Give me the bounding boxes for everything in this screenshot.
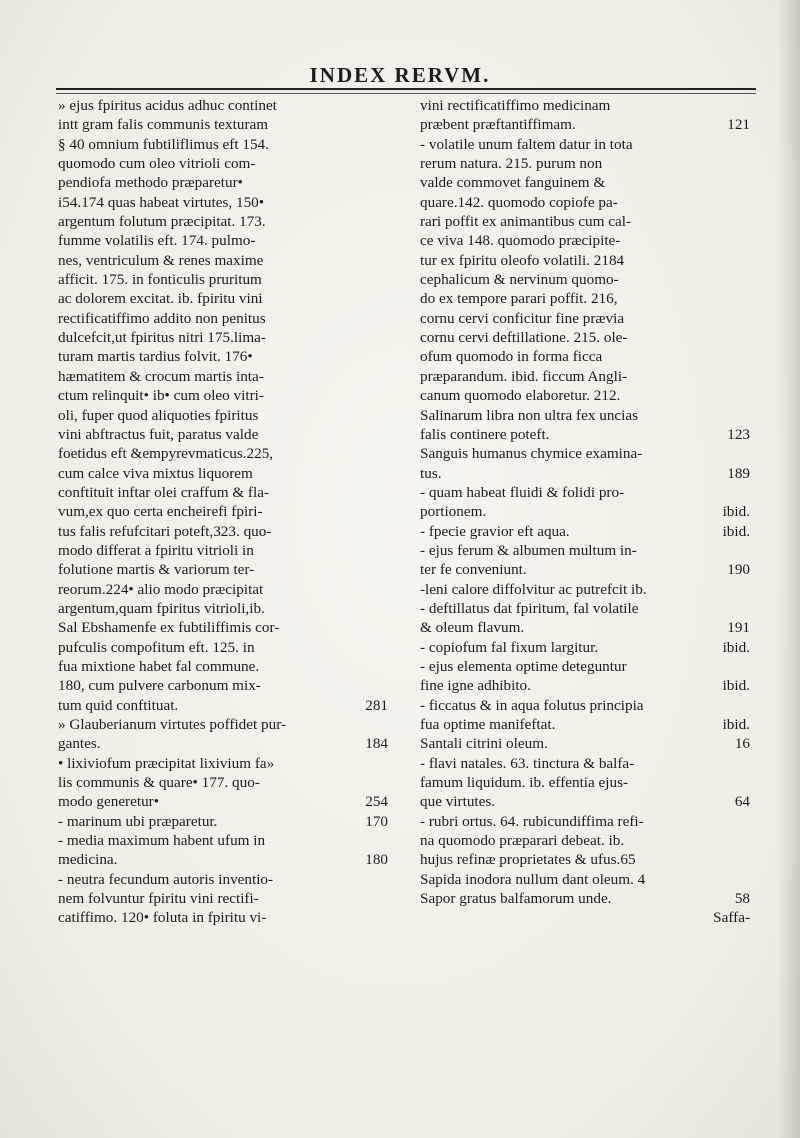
index-line <box>58 347 388 366</box>
index-entry-text: hæmatitem & crocum martis inta- <box>58 367 264 385</box>
index-line <box>420 212 750 231</box>
page-reference <box>382 231 388 250</box>
index-line <box>420 135 750 154</box>
page-reference: 121 <box>727 116 750 134</box>
page-reference <box>744 580 750 599</box>
page-reference <box>382 599 388 618</box>
page-reference: 123 <box>727 425 750 443</box>
index-entry-text: § 40 omnium fubtiliflimus eft 154. <box>58 135 269 153</box>
index-line <box>420 483 750 502</box>
index-line <box>58 502 388 521</box>
index-entry-text: tur ex fpiritu oleofo volatili. 2184 <box>420 251 625 269</box>
index-entry-text: - neutra fecundum autoris inventio- <box>58 870 274 888</box>
page-reference: ibid. <box>722 503 750 521</box>
page-reference <box>744 347 750 366</box>
index-line <box>58 289 388 308</box>
page-reference: 64 <box>734 793 750 811</box>
left-column <box>58 96 388 928</box>
index-entry-text: - deftillatus dat fpiritum, fal volatile <box>420 599 639 617</box>
page-reference <box>744 754 750 773</box>
index-entry-text: falis continere poteft. <box>420 425 550 443</box>
page-edge-shadow <box>778 0 800 1138</box>
index-entry-text: intt gram falis communis texturam <box>58 116 269 134</box>
index-entry-text: cephalicum & nervinum quomo- <box>420 271 619 289</box>
page-reference <box>744 367 750 386</box>
page-reference: ibid. <box>722 638 750 656</box>
page-reference: ibid. <box>722 677 750 695</box>
index-entry-text: - rubri ortus. 64. rubicundiffima refi- <box>420 812 644 830</box>
index-line <box>420 734 750 753</box>
index-entry-text: Sal Ebshamenfe ex fubtiliffimis cor- <box>58 619 280 637</box>
index-line <box>58 812 388 831</box>
index-line <box>420 425 750 444</box>
index-entry-text: na quomodo præparari debeat. ib. <box>420 832 625 850</box>
index-entry-text: rari poffit ex animantibus cum cal- <box>420 213 632 231</box>
index-line <box>58 522 388 541</box>
index-line <box>420 580 750 599</box>
page-reference <box>382 425 388 444</box>
index-entry-text: pufculis compofitum eft. 125. in <box>58 638 255 656</box>
page-reference <box>744 270 750 289</box>
page-reference <box>382 154 388 173</box>
index-line <box>58 773 388 792</box>
index-line <box>420 154 750 173</box>
page-reference <box>382 580 388 599</box>
index-entry-text: portionem. <box>420 503 487 521</box>
page-reference <box>744 657 750 676</box>
index-entry-text: afficit. 175. in fonticulis pruritum <box>58 271 262 289</box>
page-reference: 281 <box>365 696 388 714</box>
page-reference: ibid. <box>722 716 750 733</box>
index-line <box>58 560 388 579</box>
page-reference: 189 <box>727 464 750 482</box>
page-reference <box>382 347 388 366</box>
index-line <box>58 831 388 850</box>
index-line <box>58 734 388 753</box>
page-reference <box>382 464 388 483</box>
page-reference <box>382 270 388 289</box>
index-entry-text: vini abftractus fuit, paratus valde <box>58 425 259 443</box>
page-reference: 184 <box>365 735 388 753</box>
page-reference <box>382 483 388 502</box>
page-reference <box>744 870 750 889</box>
index-line <box>58 212 388 231</box>
page-reference: 58 <box>734 890 750 908</box>
index-entry-text: 180, cum pulvere carbonum mix- <box>58 677 261 695</box>
index-entry-text: ofum quomodo in forma ficca <box>420 348 603 366</box>
index-line <box>420 754 750 773</box>
index-line <box>58 425 388 444</box>
index-entry-text: » ejus fpiritus acidus adhuc continet <box>58 97 277 114</box>
header-rule-thin <box>56 93 756 94</box>
index-entry-text: - flavi natales. 63. tinctura & balfa- <box>420 754 635 772</box>
index-line <box>420 831 750 850</box>
index-entry-text: i54.174 quas habeat virtutes, 150• <box>58 193 265 211</box>
index-line <box>58 599 388 618</box>
page-reference: 16 <box>734 735 750 753</box>
page-reference <box>382 831 388 850</box>
page-reference: 170 <box>365 812 388 830</box>
page-reference <box>382 638 388 657</box>
index-line <box>420 618 750 637</box>
index-entry-text: » Glauberianum virtutes poffidet pur- <box>58 716 287 733</box>
index-entry-text: tus falis refufcitari poteft,323. quo- <box>58 522 272 540</box>
index-line <box>58 657 388 676</box>
page-reference <box>382 502 388 521</box>
index-entry-text: vini rectificatiffimo medicinam <box>420 97 611 114</box>
page-reference <box>382 715 388 734</box>
page-reference <box>382 676 388 695</box>
index-entry-text: fine igne adhibito. <box>420 677 531 695</box>
index-entry-text: Santali citrini oleum. <box>420 735 548 753</box>
page-reference: 254 <box>365 793 388 811</box>
index-line <box>420 638 750 657</box>
index-entry-text: - volatile unum faltem datur in tota <box>420 135 633 153</box>
index-entry-text: fua mixtione habet fal commune. <box>58 657 260 675</box>
page-reference <box>382 522 388 541</box>
index-line <box>420 289 750 308</box>
index-line <box>420 676 750 695</box>
index-entry-text: nem folvuntur fpiritu vini rectifi- <box>58 890 259 908</box>
index-entry-text: do ex tempore parari poffit. 216, <box>420 290 618 308</box>
index-line <box>420 541 750 560</box>
index-line <box>420 522 750 541</box>
index-line <box>58 444 388 463</box>
page-reference <box>382 309 388 328</box>
index-line <box>58 231 388 250</box>
index-line <box>420 115 750 134</box>
index-line <box>58 908 388 927</box>
index-entry-text: - fpecie gravior eft aqua. <box>420 522 570 540</box>
page-reference <box>382 96 388 115</box>
index-entry-text: pendiofa methodo præparetur• <box>58 174 243 192</box>
page-reference <box>744 212 750 231</box>
index-line <box>420 715 750 734</box>
index-entry-text: ce viva 148. quomodo præcipite- <box>420 232 621 250</box>
index-entry-text: foetidus eft &empyrevmaticus.225, <box>58 445 274 463</box>
page-reference <box>744 850 750 869</box>
index-entry-text: reorum.224• alio modo præcipitat <box>58 580 264 598</box>
index-entry-text: præbent præftantiffimam. <box>420 116 576 134</box>
index-entry-text: - marinum ubi præparetur. <box>58 812 218 830</box>
page-reference <box>382 212 388 231</box>
index-line <box>58 367 388 386</box>
index-line <box>58 792 388 811</box>
index-entry-text: Salinarum libra non ultra fex uncias <box>420 406 639 424</box>
page-reference <box>382 193 388 212</box>
index-line <box>420 773 750 792</box>
index-entry-text: fua optime manifeftat. <box>420 716 556 733</box>
index-line <box>58 251 388 270</box>
index-line <box>58 154 388 173</box>
index-line <box>58 889 388 908</box>
index-line <box>420 96 750 115</box>
index-line <box>58 541 388 560</box>
index-line <box>58 618 388 637</box>
index-entry-text: argentum folutum præcipitat. 173. <box>58 213 266 231</box>
index-line <box>58 870 388 889</box>
index-line <box>58 309 388 328</box>
page-reference <box>744 251 750 270</box>
page-reference <box>382 289 388 308</box>
page-reference: 191 <box>727 619 750 637</box>
index-entry-text: rectificatiffimo addito non penitus <box>58 309 266 327</box>
right-column <box>420 96 750 928</box>
page-reference <box>744 135 750 154</box>
index-entry-text: valde commovet fanguinem & <box>420 174 606 192</box>
index-line <box>58 328 388 347</box>
page-reference <box>744 599 750 618</box>
index-line <box>420 173 750 192</box>
index-entry-text: ac dolorem excitat. ib. fpiritu vini <box>58 290 263 308</box>
page-reference <box>744 231 750 250</box>
index-entry-text: lis communis & quare• 177. quo- <box>58 774 260 792</box>
page-reference <box>382 754 388 773</box>
index-entry-text: folutione martis & variorum ter- <box>58 561 255 579</box>
index-entry-text: cornu cervi deftillatione. 215. ole- <box>420 329 628 347</box>
index-entry-text: tus. <box>420 464 442 482</box>
index-line <box>420 251 750 270</box>
page-reference <box>382 444 388 463</box>
index-entry-text: fumme volatilis eft. 174. pulmo- <box>58 232 256 250</box>
page-reference <box>744 154 750 173</box>
page-reference <box>382 773 388 792</box>
index-line <box>58 850 388 869</box>
index-line <box>420 599 750 618</box>
index-line <box>58 270 388 289</box>
page-reference <box>382 657 388 676</box>
index-entry-text: - ejus elementa optime deteguntur <box>420 657 627 675</box>
page-reference: 180 <box>365 851 388 869</box>
index-line <box>420 696 750 715</box>
index-line <box>58 715 388 734</box>
index-line <box>58 173 388 192</box>
index-entry-text: hujus refinæ proprietates & ufus.65 <box>420 851 636 869</box>
index-entry-text: quare.142. quomodo copiofe pa- <box>420 193 618 211</box>
index-entry-text: ctum relinquit• ib• cum oleo vitri- <box>58 387 264 405</box>
index-entry-text: famum liquidum. ib. effentia ejus- <box>420 774 629 792</box>
index-entry-text: dulcefcit,ut fpiritus nitri 175.lima- <box>58 329 266 347</box>
index-entry-text: oli, fuper quod aliquoties fpiritus <box>58 406 259 424</box>
page-reference <box>744 386 750 405</box>
page-reference <box>744 96 750 115</box>
index-line <box>420 270 750 289</box>
index-entry-text: præparandum. ibid. ficcum Angli- <box>420 367 628 385</box>
index-entry-text: • lixiviofum præcipitat lixivium fa» <box>58 754 275 772</box>
index-line <box>420 850 750 869</box>
index-entry-text: que virtutes. <box>420 793 496 811</box>
index-line <box>420 657 750 676</box>
page-reference <box>744 173 750 192</box>
index-line <box>420 908 750 927</box>
index-entry-text: turam martis tardius folvit. 176• <box>58 348 253 366</box>
index-entry-text: Sanguis humanus chymice examina- <box>420 445 643 463</box>
page-reference: ibid. <box>722 522 750 540</box>
index-line <box>58 406 388 425</box>
index-line <box>58 193 388 212</box>
page-reference <box>382 115 388 134</box>
page-reference <box>382 889 388 908</box>
index-line <box>58 580 388 599</box>
index-line <box>58 676 388 695</box>
page-reference: Saffa- <box>713 909 750 927</box>
index-line <box>420 406 750 425</box>
index-entry-text: medicina. <box>58 851 118 869</box>
page-reference <box>382 618 388 637</box>
index-line <box>58 464 388 483</box>
index-entry-text: - ejus ferum & albumen multum in- <box>420 541 637 559</box>
page-reference <box>382 173 388 192</box>
page-reference: 190 <box>727 561 750 579</box>
index-line <box>420 193 750 212</box>
index-line <box>58 754 388 773</box>
index-line <box>58 638 388 657</box>
index-line <box>420 464 750 483</box>
index-entry-text: argentum,quam fpiritus vitrioli,ib. <box>58 599 265 617</box>
page-reference <box>382 251 388 270</box>
page-reference <box>744 289 750 308</box>
page-reference <box>744 773 750 792</box>
page-reference <box>744 812 750 831</box>
index-entry-text: - quam habeat fluidi & folidi pro- <box>420 483 625 501</box>
index-entry-text: modo generetur• <box>58 793 160 811</box>
running-header: INDEX RERVM. <box>309 63 491 87</box>
index-line <box>58 96 388 115</box>
index-line <box>420 812 750 831</box>
page-reference <box>382 367 388 386</box>
page-reference <box>382 406 388 425</box>
index-line <box>58 115 388 134</box>
index-entry-text: modo differat a fpiritu vitrioli in <box>58 541 254 559</box>
index-entry-text: rerum natura. 215. purum non <box>420 155 603 173</box>
index-line <box>420 367 750 386</box>
index-line <box>420 309 750 328</box>
index-entry-text: gantes. <box>58 735 101 753</box>
index-entry-text: cornu cervi conficitur fine prævia <box>420 309 625 327</box>
index-line <box>420 231 750 250</box>
index-line <box>420 328 750 347</box>
page-reference <box>744 406 750 425</box>
page-reference <box>382 870 388 889</box>
header-rule <box>56 88 756 90</box>
index-line <box>58 135 388 154</box>
index-entry-text: tum quid conftituat. <box>58 696 179 714</box>
index-line <box>58 386 388 405</box>
index-line <box>420 560 750 579</box>
page-reference <box>744 309 750 328</box>
index-line <box>420 792 750 811</box>
index-line <box>420 502 750 521</box>
index-entry-text: & oleum flavum. <box>420 619 525 637</box>
index-entry-text: Sapor gratus balfamorum unde. <box>420 890 612 908</box>
index-entry-text: -leni calore diffolvitur ac putrefcit ib. <box>420 580 647 598</box>
index-entry-text: quomodo cum oleo vitrioli com- <box>58 155 256 173</box>
index-entry-text: cum calce viva mixtus liquorem <box>58 464 253 482</box>
page-reference <box>744 696 750 715</box>
index-entry-text: conftituit inftar olei craffum & fla- <box>58 483 270 501</box>
index-entry-text: catiffimo. 120• foluta in fpiritu vi- <box>58 909 267 927</box>
page-reference <box>744 483 750 502</box>
page-reference <box>744 541 750 560</box>
index-line <box>420 870 750 889</box>
page-reference <box>382 560 388 579</box>
index-entry-text: - copiofum fal fixum largitur. <box>420 638 599 656</box>
index-entry-text: - media maximum habent ufum in <box>58 832 266 850</box>
page-reference <box>744 444 750 463</box>
index-line <box>58 696 388 715</box>
page-reference <box>382 386 388 405</box>
index-line <box>58 483 388 502</box>
page-reference <box>382 328 388 347</box>
index-line <box>420 444 750 463</box>
page-reference <box>744 193 750 212</box>
page-reference <box>382 135 388 154</box>
index-line <box>420 889 750 908</box>
index-entry-text: vum,ex quo certa encheirefi fpiri- <box>58 503 263 521</box>
page-reference <box>382 541 388 560</box>
index-entry-text: ter fe conveniunt. <box>420 561 527 579</box>
page-reference <box>744 328 750 347</box>
index-line <box>420 386 750 405</box>
index-entry-text: canum quomodo elaboretur. 212. <box>420 387 621 405</box>
page-reference <box>382 908 388 927</box>
page-reference <box>744 831 750 850</box>
index-entry-text: - ficcatus & in aqua folutus principia <box>420 696 644 714</box>
index-entry-text: Sapida inodora nullum dant oleum. 4 <box>420 870 646 888</box>
index-line <box>420 347 750 366</box>
index-entry-text: nes, ventriculum & renes maxime <box>58 251 264 269</box>
